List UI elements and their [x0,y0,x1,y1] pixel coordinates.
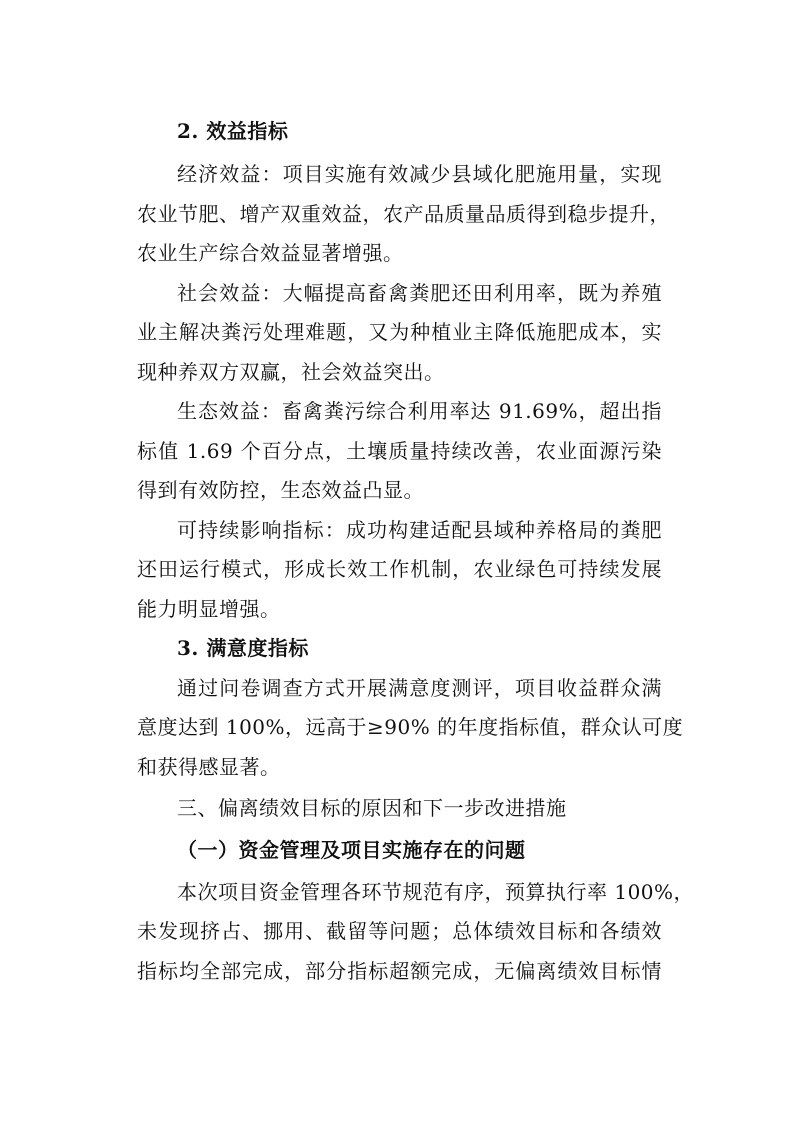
sustainable-line-1: 可持续影响指标：成功构建适配县域种养格局的粪肥 [177,518,662,542]
benefit-heading: 2. 效益指标 [177,119,289,143]
economic-line-1: 经济效益：项目实施有效减少县域化肥施用量，实现 [177,162,662,186]
ecological-line-2: 标值 1.69 个百分点，土壤质量持续改善，农业面源污染 [137,439,662,463]
sustainable-line-2: 还田运行模式，形成长效工作机制，农业绿色可持续发展 [137,557,662,581]
problems-line-1: 本次项目资金管理各环节规范有序，预算执行率 100%， [177,880,695,904]
satisfaction-line-1: 通过问卷调查方式开展满意度测评，项目收益群众满 [177,676,662,700]
social-line-2: 业主解决粪污处理难题，又为种植业主降低施肥成本，实 [137,320,662,344]
sustainable-line-3: 能力明显增强。 [137,597,281,621]
satisfaction-heading: 3. 满意度指标 [177,636,309,660]
ecological-line-1: 生态效益：畜禽粪污综合利用率达 91.69%，超出指 [177,399,662,423]
ecological-line-3: 得到有效防控，生态效益凸显。 [137,478,424,502]
satisfaction-line-3: 和获得感显著。 [137,755,281,779]
satisfaction-line-2: 意度达到 100%，远高于≥90% 的年度指标值，群众认可度 [137,715,684,739]
economic-line-3: 农业生产综合效益显著增强。 [137,241,404,265]
social-line-1: 社会效益：大幅提高畜禽粪肥还田利用率，既为养殖 [177,281,662,305]
economic-line-2: 农业节肥、增产双重效益，农产品质量品质得到稳步提升， [137,202,670,226]
problems-line-2: 未发现挤占、挪用、截留等问题；总体绩效目标和各绩效 [137,919,662,943]
deviation-heading: 三、偏离绩效目标的原因和下一步改进措施 [177,796,567,820]
social-line-3: 现种养双方双赢，社会效益突出。 [137,360,445,384]
problems-subheading: （一）资金管理及项目实施存在的问题 [177,838,526,862]
problems-line-3: 指标均全部完成，部分指标超额完成，无偏离绩效目标情 [137,959,662,983]
